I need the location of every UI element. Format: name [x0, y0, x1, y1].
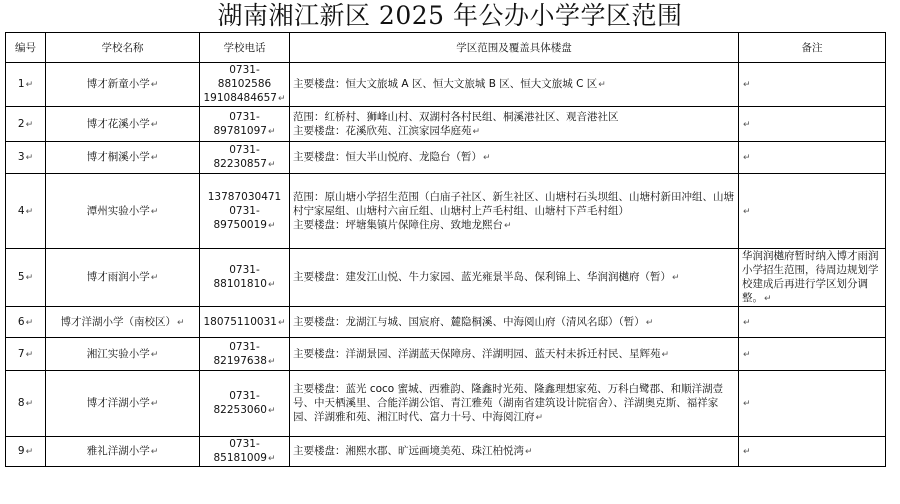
return-mark: ↵	[743, 317, 751, 328]
table-row	[6, 437, 886, 467]
page-title: 湖南湘江新区 2025 年公办小学学区范围	[217, 1, 683, 30]
cell-phone	[200, 307, 290, 338]
return-mark: ↵	[267, 126, 276, 137]
phone-number: 18075110031↵	[203, 315, 286, 328]
area-line: 主要楼盘：湘熙水郡、旷远画境美苑、珠江柏悦湾↵	[293, 445, 533, 457]
cell-note	[739, 437, 886, 467]
row-number: 5	[17, 271, 25, 283]
cell-no	[6, 437, 46, 467]
cell-area	[290, 437, 739, 467]
cell-no	[6, 142, 46, 174]
table-row	[6, 142, 886, 174]
phone-number: 0731-82230857↵	[213, 144, 276, 170]
phone-number: 0731-89781097↵	[213, 110, 276, 137]
return-mark: ↵	[150, 80, 159, 90]
note-text: 华润润樾府暂时纳入博才雨润小学招生范围，待周边规划学校建成后再进行学区划分调整。	[742, 250, 879, 304]
return-mark: ↵	[176, 317, 185, 328]
area-line: 主要楼盘：花溪欣苑、江滨家园华庭苑↵	[293, 124, 481, 137]
school-name: 博才花溪小学	[86, 117, 150, 130]
cell-no	[6, 174, 46, 249]
header-school: 学校名称	[46, 33, 200, 63]
area-line: 主要楼盘：蓝光 coco 蜜城、西雅韵、隆鑫时光苑、隆鑫理想家苑、万科白鹭郡、和顺洋湖壹号、中天栖溪里、合能洋湖公馆、青江雅苑（湖南省建筑设计院宿舍）、洋湖奥克斯、福祥家园、洋湖雅和苑、湘江时代、富力十号、中海阅江府↵	[293, 383, 724, 423]
cell-area	[290, 249, 739, 307]
cell-school	[46, 371, 200, 437]
header-phone: 学校电话	[200, 33, 290, 63]
return-mark: ↵	[25, 399, 34, 409]
return-mark: ↵	[267, 356, 276, 367]
return-mark: ↵	[150, 273, 159, 283]
phone-number: 0731-82253060↵	[213, 390, 276, 416]
return-mark: ↵	[150, 119, 159, 130]
school-name: 博才雨润小学	[86, 271, 150, 283]
phone-number: 0731-89750019↵	[213, 204, 276, 231]
cell-no	[6, 107, 46, 142]
cell-no	[6, 371, 46, 437]
cell-area	[290, 338, 739, 371]
cell-phone	[200, 338, 290, 371]
header-area: 学区范围及覆盖具体楼盘	[290, 33, 739, 63]
cell-school	[46, 174, 200, 249]
cell-no	[6, 249, 46, 307]
cell-area	[290, 107, 739, 142]
return-mark: ↵	[672, 273, 680, 283]
row-number: 6	[17, 315, 25, 328]
return-mark: ↵	[25, 317, 34, 328]
cell-school	[46, 338, 200, 371]
school-name: 博才洋湖小学	[86, 397, 150, 409]
header-note: 备注	[739, 33, 886, 63]
area-line: 主要楼盘：恒大文旅城 A 区、恒大文旅城 B 区、恒大文旅城 C 区↵	[293, 78, 606, 90]
row-number: 1	[17, 78, 25, 90]
return-mark: ↵	[743, 447, 751, 457]
return-mark: ↵	[267, 406, 276, 416]
return-mark: ↵	[150, 349, 159, 360]
cell-area	[290, 307, 739, 338]
area-line: 范围：红桥村、狮峰山村、双湖村各村民组、桐溪港社区、观音港社区	[293, 110, 619, 123]
return-mark: ↵	[535, 413, 544, 423]
cell-area	[290, 371, 739, 437]
phone-number: 13787030471	[207, 190, 282, 203]
cell-area	[290, 142, 739, 174]
return-mark: ↵	[25, 206, 34, 217]
table-row	[6, 107, 886, 142]
area-line: 主要楼盘：坪塘集镇片保障住房、致地龙熙台↵	[293, 218, 512, 231]
return-mark: ↵	[598, 80, 606, 90]
school-name: 博才新童小学	[86, 78, 150, 90]
return-mark: ↵	[25, 80, 34, 90]
return-mark: ↵	[267, 280, 276, 290]
cell-phone	[200, 142, 290, 174]
cell-phone	[200, 437, 290, 467]
return-mark: ↵	[661, 349, 670, 360]
header-row	[6, 33, 886, 63]
table-row	[6, 63, 886, 107]
cell-note	[739, 107, 886, 142]
cell-phone	[200, 63, 290, 107]
cell-note	[739, 63, 886, 107]
cell-school	[46, 142, 200, 174]
return-mark: ↵	[743, 399, 751, 409]
school-name: 博才洋湖小学（南校区）	[60, 315, 176, 328]
return-mark: ↵	[743, 153, 751, 163]
return-mark: ↵	[150, 153, 159, 163]
area-line: 主要楼盘：建发江山悦、牛力家园、蓝光雍景半岛、保利锦上、华润润樾府（暂）↵	[293, 271, 680, 283]
return-mark: ↵	[25, 273, 34, 283]
cell-note	[739, 174, 886, 249]
cell-no	[6, 63, 46, 107]
cell-phone	[200, 371, 290, 437]
phone-number: 19108484657↵	[203, 92, 286, 104]
return-mark: ↵	[277, 94, 286, 104]
return-mark: ↵	[504, 220, 512, 231]
return-mark: ↵	[25, 153, 34, 163]
school-name: 博才桐溪小学	[86, 151, 150, 163]
table-row	[6, 338, 886, 371]
return-mark: ↵	[645, 317, 654, 328]
school-name: 雅礼洋湖小学	[86, 445, 150, 457]
return-mark: ↵	[743, 349, 751, 360]
return-mark: ↵	[25, 349, 34, 360]
return-mark: ↵	[25, 447, 34, 457]
return-mark: ↵	[472, 126, 481, 137]
phone-number: 0731-88101810↵	[213, 264, 276, 290]
return-mark: ↵	[483, 153, 491, 163]
row-number: 9	[17, 445, 25, 457]
phone-number: 0731-85181009↵	[213, 438, 276, 464]
table-row	[6, 371, 886, 437]
return-mark: ↵	[277, 317, 286, 328]
area-line: 主要楼盘：恒大半山悦府、龙隐台（暂）↵	[293, 151, 491, 163]
cell-school	[46, 437, 200, 467]
return-mark: ↵	[267, 220, 276, 231]
return-mark: ↵	[150, 447, 159, 457]
table-row	[6, 174, 886, 249]
row-number: 3	[17, 151, 25, 163]
header-no: 编号	[6, 33, 46, 63]
table-row	[6, 307, 886, 338]
cell-phone	[200, 174, 290, 249]
cell-school	[46, 107, 200, 142]
cell-note	[739, 249, 886, 307]
return-mark: ↵	[267, 160, 276, 170]
table-row	[6, 249, 886, 307]
school-name: 湘江实验小学	[86, 347, 150, 360]
cell-note	[739, 307, 886, 338]
cell-school	[46, 307, 200, 338]
cell-phone	[200, 249, 290, 307]
cell-school	[46, 249, 200, 307]
phone-number: 0731-88102586	[217, 64, 272, 90]
area-line: 主要楼盘：洋湖景园、洋湖蓝天保障房、洋湖明园、蓝天村未拆迁村民、星辉苑↵	[293, 347, 670, 360]
cell-no	[6, 338, 46, 371]
return-mark: ↵	[150, 206, 159, 217]
cell-note	[739, 142, 886, 174]
cell-note	[739, 338, 886, 371]
cell-area	[290, 63, 739, 107]
area-line: 主要楼盘：龙湖江与城、国宸府、麓隐桐溪、中海阅山府（清风名邸）（暂）↵	[293, 315, 654, 328]
return-mark: ↵	[267, 454, 276, 464]
row-number: 7	[17, 347, 25, 360]
area-line: 范围：原山塘小学招生范围（白庙子社区、新生社区、山塘村石头坝组、山塘村新田冲组、山塘村宁家屋组、山塘村六亩丘组、山塘村上芦毛村组、山塘村下芦毛村组）	[293, 190, 734, 217]
cell-no	[6, 307, 46, 338]
return-mark: ↵	[743, 206, 751, 217]
cell-note	[739, 371, 886, 437]
school-district-table	[5, 32, 886, 467]
return-mark: ↵	[150, 399, 159, 409]
row-number: 4	[17, 204, 25, 217]
return-mark: ↵	[743, 80, 751, 90]
cell-phone	[200, 107, 290, 142]
cell-school	[46, 63, 200, 107]
cell-area	[290, 174, 739, 249]
return-mark: ↵	[525, 447, 533, 457]
school-name: 潭州实验小学	[86, 204, 150, 217]
return-mark: ↵	[25, 119, 34, 130]
phone-number: 0731-82197638↵	[213, 340, 276, 367]
row-number: 2	[17, 117, 25, 130]
return-mark: ↵	[764, 294, 772, 304]
row-number: 8	[17, 397, 25, 409]
return-mark: ↵	[743, 119, 751, 130]
